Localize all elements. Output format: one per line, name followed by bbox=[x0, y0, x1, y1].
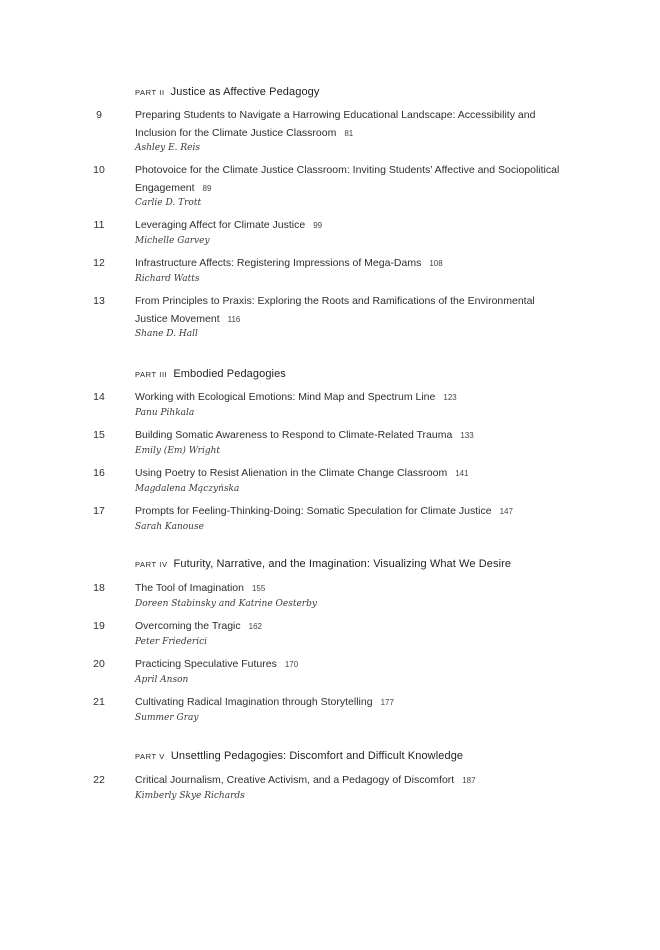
chapter-author: Magdalena Mączyńska bbox=[135, 483, 240, 494]
chapter-author: Michelle Garvey bbox=[135, 235, 210, 246]
chapter-number: 19 bbox=[93, 620, 105, 632]
chapter-author: Ashley E. Reis bbox=[135, 143, 200, 153]
chapter-number: 15 bbox=[93, 429, 105, 441]
chapter-number: 10 bbox=[93, 164, 105, 176]
chapter-number: 18 bbox=[93, 582, 105, 594]
chapter-author: Richard Watts bbox=[135, 273, 200, 284]
chapter-author: Doreen Stabinsky and Katrine Oesterby bbox=[135, 598, 317, 609]
part-title: Unsettling Pedagogies: Discomfort and Difficult Knowledge bbox=[170, 750, 464, 762]
chapter-title: Practicing Speculative Futures bbox=[135, 658, 277, 670]
chapter-title: Photovoice for the Climate Justice Classroom: Inviting Students’ Affective and Sociopolitical Engagement bbox=[135, 164, 560, 194]
chapter-number: 22 bbox=[93, 774, 105, 786]
chapter-number: 14 bbox=[93, 391, 105, 403]
chapter-number: 17 bbox=[93, 505, 105, 517]
chapter-title: Working with Ecological Emotions: Mind Map and Spectrum Line bbox=[135, 391, 436, 403]
chapter-title: Infrastructure Affects: Registering Impressions of Mega-Dams bbox=[135, 257, 422, 269]
page-number: 108 bbox=[429, 259, 443, 268]
chapter-number: 11 bbox=[93, 219, 105, 231]
chapter-title: Prompts for Feeling-Thinking-Doing: Somatic Speculation for Climate Justice bbox=[135, 505, 492, 517]
part-title: Futurity, Narrative, and the Imagination: Visualizing What We Desire bbox=[173, 558, 512, 570]
part-heading bbox=[135, 750, 463, 762]
chapter-author: April Anson bbox=[135, 674, 189, 685]
page-number: 133 bbox=[460, 431, 474, 440]
part-label: PART V bbox=[135, 752, 165, 761]
part-heading bbox=[135, 368, 286, 380]
page-number: 123 bbox=[443, 393, 457, 402]
page-number: 170 bbox=[284, 660, 299, 669]
part-title: Justice as Affective Pedagogy bbox=[170, 86, 320, 98]
chapter-number: 21 bbox=[93, 696, 105, 708]
page-number: 89 bbox=[202, 183, 212, 193]
part-heading bbox=[135, 558, 511, 570]
part-label: PART IV bbox=[135, 560, 168, 569]
chapter-author: Panu Pihkala bbox=[135, 407, 195, 418]
page-number: 116 bbox=[227, 314, 241, 324]
chapter-title: Overcoming the Tragic bbox=[135, 620, 241, 632]
chapter-author: Kimberly Skye Richards bbox=[135, 790, 245, 801]
page-number: 141 bbox=[455, 469, 469, 478]
chapter-title: Preparing Students to Navigate a Harrowing Educational Landscape: Accessibility and Inclusion for the Climate Justice Classroom bbox=[135, 109, 536, 139]
chapter-author: Shane D. Hall bbox=[135, 329, 198, 339]
part-title: Embodied Pedagogies bbox=[173, 368, 286, 380]
chapter-number: 9 bbox=[96, 109, 102, 121]
chapter-author: Summer Gray bbox=[135, 712, 199, 723]
page-number: 177 bbox=[380, 698, 394, 707]
chapter-author: Emily (Em) Wright bbox=[135, 445, 220, 456]
part-heading bbox=[135, 86, 319, 98]
page-number: 162 bbox=[248, 622, 262, 631]
chapter-title: Leveraging Affect for Climate Justice bbox=[135, 219, 306, 231]
part-label: PART III bbox=[135, 370, 168, 379]
chapter-title: Using Poetry to Resist Alienation in the Climate Change Classroom bbox=[135, 467, 448, 479]
page-number: 155 bbox=[251, 584, 266, 593]
chapter-title: Building Somatic Awareness to Respond to Climate-Related Trauma bbox=[135, 429, 453, 441]
chapter-number: 16 bbox=[93, 467, 105, 479]
chapter-title: The Tool of Imagination bbox=[135, 582, 244, 594]
part-label: PART II bbox=[135, 88, 165, 97]
chapter-title: Cultivating Radical Imagination through Storytelling bbox=[135, 696, 373, 708]
chapter-author: Sarah Kanouse bbox=[135, 521, 204, 532]
chapter-title: From Principles to Praxis: Exploring the Roots and Ramifications of the Environmental Justice Movement bbox=[135, 295, 535, 325]
chapter-number: 13 bbox=[93, 295, 105, 307]
chapter-author: Peter Friederici bbox=[135, 636, 208, 647]
page-number: 81 bbox=[344, 128, 354, 138]
chapter-number: 12 bbox=[93, 257, 105, 269]
chapter-number: 20 bbox=[93, 658, 105, 670]
chapter-author: Carlie D. Trott bbox=[135, 198, 202, 208]
page-number: 99 bbox=[313, 221, 323, 230]
page-number: 187 bbox=[462, 776, 476, 785]
chapter-title: Critical Journalism, Creative Activism, and a Pedagogy of Discomfort bbox=[135, 774, 455, 786]
page-number: 147 bbox=[499, 507, 513, 516]
